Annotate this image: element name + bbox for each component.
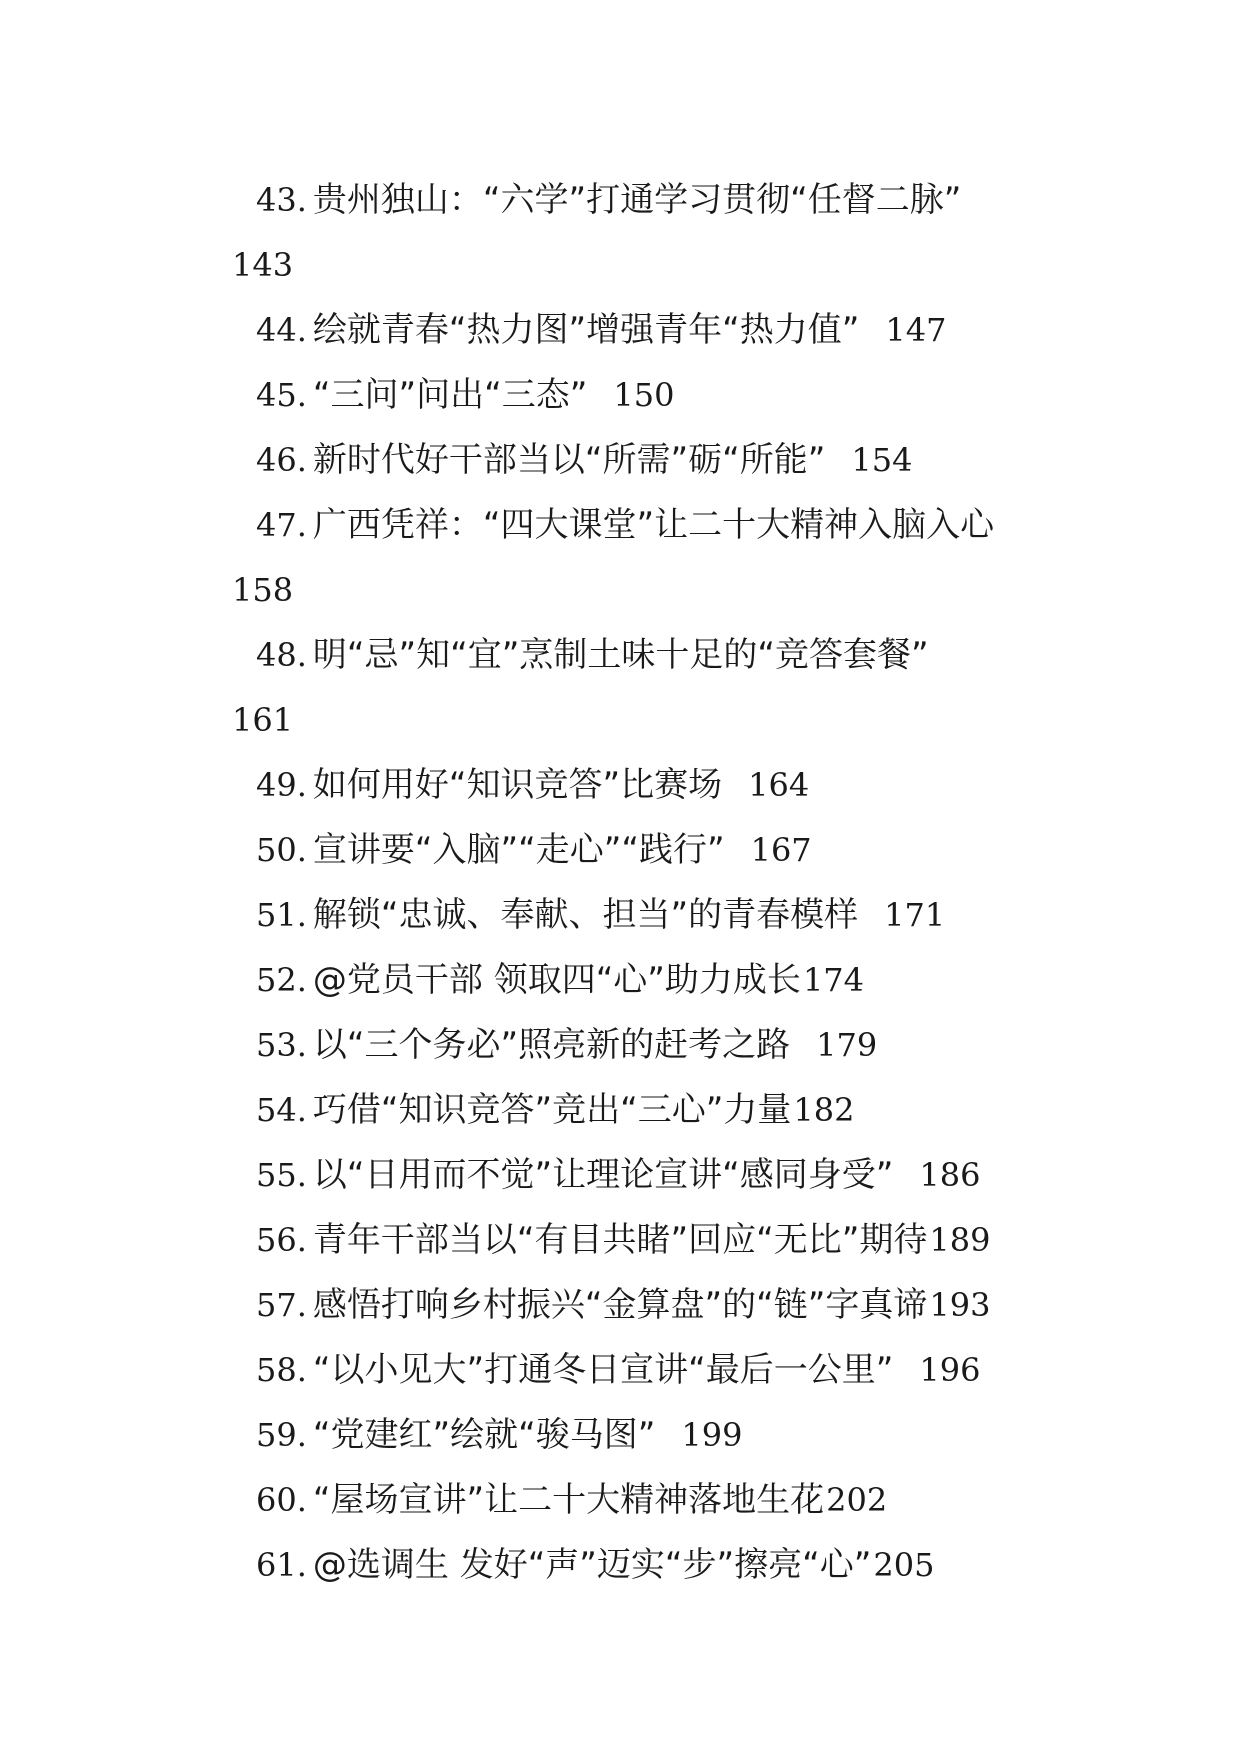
toc-entry-page: 189 bbox=[929, 1221, 991, 1259]
toc-entry-page: 202 bbox=[826, 1481, 888, 1519]
toc-entry-page: 171 bbox=[884, 896, 946, 934]
table-of-contents bbox=[0, 168, 1240, 1598]
toc-entry-page: 150 bbox=[613, 376, 675, 414]
toc-entry-number: 60. bbox=[256, 1481, 307, 1519]
toc-entry-55 bbox=[0, 1143, 1240, 1208]
toc-entry-45 bbox=[0, 363, 1240, 428]
toc-entry-46 bbox=[0, 428, 1240, 493]
toc-entry-48 bbox=[0, 623, 1240, 688]
toc-entry-page: 158 bbox=[232, 571, 294, 609]
toc-entry-page: 154 bbox=[851, 441, 913, 479]
toc-entry-43 bbox=[0, 168, 1240, 233]
toc-entry-page: 164 bbox=[748, 766, 810, 804]
toc-entry-53 bbox=[0, 1013, 1240, 1078]
toc-entry-title: 宣讲要“入脑”“走心”“践行” bbox=[312, 830, 725, 870]
toc-entry-page: 182 bbox=[793, 1091, 855, 1129]
toc-entry-title: “党建红”绘就“骏马图” bbox=[312, 1415, 656, 1455]
toc-entry-title: 广西凭祥：“四大课堂”让二十大精神入脑入心 bbox=[312, 505, 995, 545]
toc-entry-47 bbox=[0, 493, 1240, 558]
toc-entry-number: 45. bbox=[256, 376, 307, 414]
toc-entry-59 bbox=[0, 1403, 1240, 1468]
toc-entry-number: 51. bbox=[256, 896, 307, 934]
toc-entry-page: 179 bbox=[816, 1026, 878, 1064]
toc-entry-title: “三问”问出“三态” bbox=[312, 375, 588, 415]
toc-entry-title: @党员干部 领取四“心”助力成长 bbox=[312, 960, 801, 1000]
toc-entry-page: 193 bbox=[929, 1286, 991, 1324]
toc-entry-page: 205 bbox=[873, 1546, 935, 1584]
toc-entry-number: 55. bbox=[256, 1156, 307, 1194]
toc-entry-number: 57. bbox=[256, 1286, 307, 1324]
toc-entry-number: 44. bbox=[256, 311, 307, 349]
toc-entry-title: 解锁“忠诚、奉献、担当”的青春模样 bbox=[312, 895, 859, 935]
toc-entry-50 bbox=[0, 818, 1240, 883]
toc-entry-57 bbox=[0, 1273, 1240, 1338]
toc-entry-48-page-line bbox=[0, 688, 1240, 753]
toc-entry-page: 167 bbox=[750, 831, 812, 869]
toc-entry-number: 53. bbox=[256, 1026, 307, 1064]
toc-entry-page: 186 bbox=[919, 1156, 981, 1194]
toc-entry-number: 56. bbox=[256, 1221, 307, 1259]
toc-entry-number: 54. bbox=[256, 1091, 307, 1129]
toc-entry-49 bbox=[0, 753, 1240, 818]
toc-entry-page: 199 bbox=[681, 1416, 743, 1454]
toc-entry-54 bbox=[0, 1078, 1240, 1143]
toc-entry-title: 青年干部当以“有目共睹”回应“无比”期待 bbox=[312, 1220, 928, 1260]
toc-entry-43-page-line bbox=[0, 233, 1240, 298]
toc-entry-number: 48. bbox=[256, 636, 307, 674]
toc-entry-number: 59. bbox=[256, 1416, 307, 1454]
toc-entry-61 bbox=[0, 1533, 1240, 1598]
toc-entry-56 bbox=[0, 1208, 1240, 1273]
toc-entry-51 bbox=[0, 883, 1240, 948]
toc-entry-title: 明“忌”知“宜”烹制土味十足的“竞答套餐” bbox=[312, 635, 929, 675]
toc-entry-number: 61. bbox=[256, 1546, 307, 1584]
toc-entry-47-page-line bbox=[0, 558, 1240, 623]
toc-entry-58 bbox=[0, 1338, 1240, 1403]
toc-entry-title: 感悟打响乡村振兴“金算盘”的“链”字真谛 bbox=[312, 1285, 928, 1325]
toc-entry-number: 43. bbox=[256, 181, 307, 219]
toc-entry-page: 143 bbox=[232, 246, 294, 284]
toc-entry-60 bbox=[0, 1468, 1240, 1533]
toc-entry-title: @选调生 发好“声”迈实“步”擦亮“心” bbox=[312, 1545, 872, 1585]
toc-entry-page: 161 bbox=[232, 701, 294, 739]
toc-entry-number: 50. bbox=[256, 831, 307, 869]
toc-entry-number: 46. bbox=[256, 441, 307, 479]
toc-entry-title: 以“三个务必”照亮新的赶考之路 bbox=[312, 1025, 791, 1065]
toc-entry-title: 绘就青春“热力图”增强青年“热力值” bbox=[312, 310, 860, 350]
toc-entry-title: 如何用好“知识竞答”比赛场 bbox=[312, 765, 723, 805]
toc-entry-title: 巧借“知识竞答”竞出“三心”力量 bbox=[312, 1090, 792, 1130]
toc-entry-44 bbox=[0, 298, 1240, 363]
toc-entry-title: “以小见大”打通冬日宣讲“最后一公里” bbox=[312, 1350, 894, 1390]
toc-entry-title: 贵州独山：“六学”打通学习贯彻“任督二脉” bbox=[312, 180, 962, 220]
toc-entry-number: 52. bbox=[256, 961, 307, 999]
toc-entry-52 bbox=[0, 948, 1240, 1013]
toc-entry-number: 58. bbox=[256, 1351, 307, 1389]
toc-entry-number: 47. bbox=[256, 506, 307, 544]
toc-entry-page: 196 bbox=[919, 1351, 981, 1389]
toc-entry-title: “屋场宣讲”让二十大精神落地生花 bbox=[312, 1480, 825, 1520]
toc-entry-number: 49. bbox=[256, 766, 307, 804]
toc-entry-title: 新时代好干部当以“所需”砺“所能” bbox=[312, 440, 826, 480]
toc-entry-title: 以“日用而不觉”让理论宣讲“感同身受” bbox=[312, 1155, 894, 1195]
toc-entry-page: 147 bbox=[885, 311, 947, 349]
toc-entry-page: 174 bbox=[802, 961, 865, 999]
